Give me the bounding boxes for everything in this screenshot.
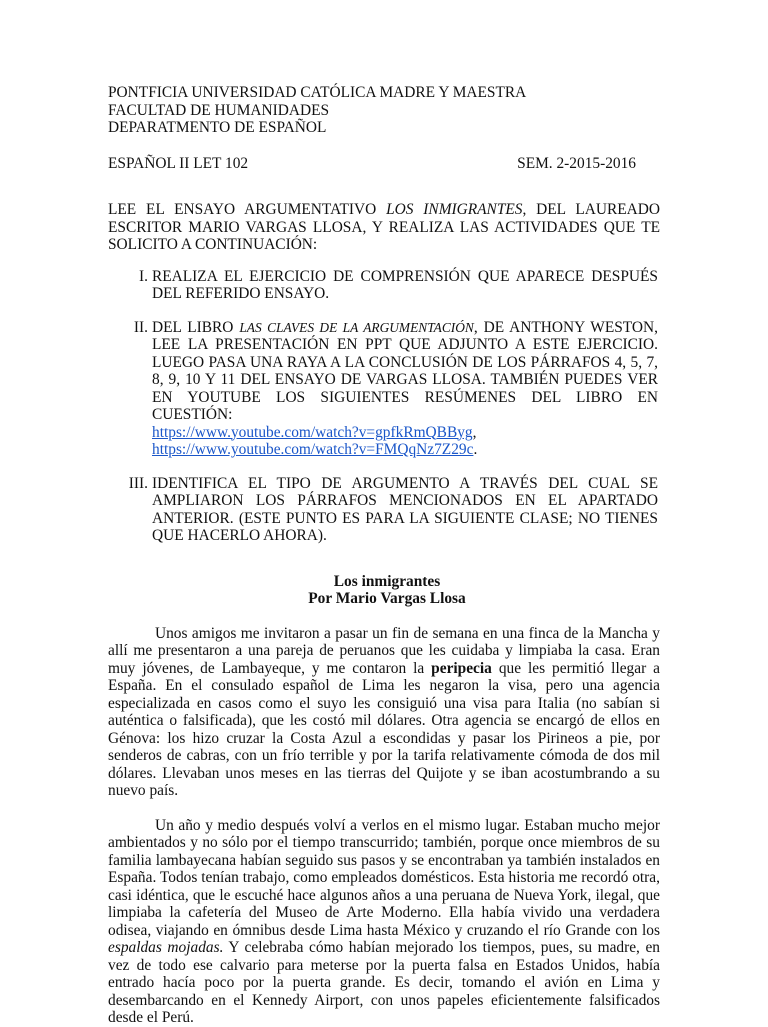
paragraph-text: Y celebraba cómo habían mejorado los tiempos, pues, su madre, en vez de todo ese calvario para meterse por la puerta falsa en Estados Unidos, había entrado hacía poco por la puerta grande. Es decir, tomando el avión en Lima y desembarcando en el Kennedy Airport, con unos papeles eficientemente falsificados desde el Perú.	[108, 939, 660, 1026]
links-line	[152, 424, 658, 459]
essay-heading	[108, 573, 666, 608]
paragraph-text: Un año y medio después volví a verlos en el mismo lugar. Estaban mucho mejor ambientados y no sólo por el tiempo transcurrido; también, porque once miembros de su familia lambayecana habían seguido sus pasos y se encontraban ya también instalados en España. Todos tenían trabajo, como empleados domésticos. Esta historia me recordó otra, casi idéntica, que le escuché hace algunos años a una peruana de Nueva York, ilegal, que limpiaba la cafetería del Museo de Arte Moderno. Ella había vivido una verdadera odisea, viajando en ómnibus desde Lima hasta México y cruzando el río Grande con los	[108, 816, 660, 939]
semester: SEM. 2-2015-2016	[517, 154, 636, 172]
activity-item	[108, 268, 660, 303]
activities-list	[108, 268, 660, 545]
course-row	[108, 155, 636, 173]
activity-text-end: , DE ANTHONY WESTON, LEE LA PRESENTACIÓN EN PPT QUE ADJUNTO A ESTE EJERCICIO. LUEGO PASA UNA RAYA A LA CONCLUSIÓN DE LOS PÁRRAFOS 4, 5, 7, 8, 9, 10 Y 11 DEL ENSAYO DE VARGAS LLOSA. TAMBIÉN PUEDES VER EN YOUTUBE LOS SIGUIENTES RESÚMENES DEL LIBRO EN CUESTIÓN:	[152, 318, 658, 423]
essay-paragraph	[108, 817, 660, 1027]
header-block	[108, 84, 660, 137]
course-code: ESPAÑOL II LET 102	[108, 154, 249, 172]
paragraph-text: que les permitió llegar a España. En el consulado español de Lima les negaron la visa, pero una agencia especializada en casos como el suyo les consiguió una visa para Italia (no sabían si auténtica o falsificada), que les costó mil dólares. Otra agencia se encargó de ellos en Génova: los hizo cruzar la Costa Azul a escondidas y pasar los Pirineos a pie, por senderos de cabras, con un frío terrible y por la tarifa relativamente cómoda de dos mil dólares. Llevaban unos meses en las tierras del Quijote y se iban acostumbrando a su nuevo país.	[108, 659, 660, 799]
essay-byline: Por Mario Vargas Llosa	[308, 590, 466, 607]
book-title-italic: LAS CLAVES DE LA ARGUMENTACIÓN	[239, 319, 474, 335]
activity-text: IDENTIFICA EL TIPO DE ARGUMENTO A TRAVÉS DEL CUAL SE AMPLIARON LOS PÁRRAFOS MENCIONADOS EN EL APARTADO ANTERIOR. (ESTE PUNTO ES PARA LA SIGUIENTE CLASE; NO TIENES QUE HACERLO AHORA).	[152, 474, 658, 544]
youtube-link-1[interactable]: https://www.youtube.com/watch?v=gpfkRmQBByg	[152, 423, 473, 441]
activity-number: I.	[139, 267, 148, 285]
essay-title: Los inmigrantes	[333, 572, 441, 590]
youtube-link-2[interactable]: https://www.youtube.com/watch?v=FMQqNz7Z29c	[152, 441, 474, 458]
intro-text-start: LEE EL ENSAYO ARGUMENTATIVO	[108, 201, 387, 218]
activity-number: II.	[133, 318, 148, 336]
faculty-name: FACULTAD DE HUMANIDADES	[108, 101, 330, 119]
department-name: DEPARATMENTO DE ESPAÑOL	[108, 119, 327, 136]
document-page	[108, 84, 660, 1027]
university-name: PONTFICIA UNIVERSIDAD CATÓLICA MADRE Y MAESTRA	[108, 84, 527, 101]
activity-item	[108, 319, 660, 459]
activity-number: III.	[128, 474, 148, 492]
intro-text-end: , DEL LAUREADO ESCRITOR MARIO VARGAS LLOSA, Y REALIZA LAS ACTIVIDADES QUE TE SOLICITO A CONTINUACIÓN:	[108, 201, 660, 253]
activity-item	[108, 475, 660, 545]
activity-text-start: DEL LIBRO	[152, 318, 240, 336]
instructions-intro	[108, 201, 660, 254]
essay-title-italic: LOS INMIGRANTES	[386, 201, 523, 218]
link-separator: ,	[472, 423, 477, 441]
paragraph-text: Unos amigos me invitaron a pasar un fin de semana en una finca de la Mancha y allí me presentaron a una pareja de peruanos que les cuidaba y limpiaba la casa. Eran muy jóvenes, de Lambayeque, y me contaron la	[108, 624, 660, 677]
italic-term: espaldas mojadas.	[108, 939, 224, 956]
bold-term: peripecia	[431, 659, 492, 677]
activity-text	[152, 319, 658, 459]
link-end: .	[473, 441, 478, 458]
activity-text: REALIZA EL EJERCICIO DE COMPRENSIÓN QUE APARECE DESPUÉS DEL REFERIDO ENSAYO.	[152, 267, 658, 302]
essay-paragraph	[108, 625, 660, 800]
